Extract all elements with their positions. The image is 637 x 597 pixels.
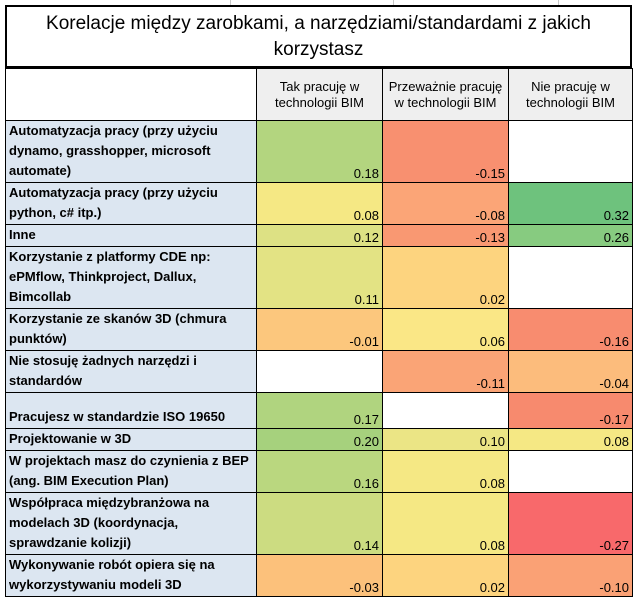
correlation-value-cell[interactable]: 0.08	[257, 183, 383, 225]
row-label[interactable]: Projektowanie w 3D	[6, 429, 257, 451]
table-row	[6, 121, 633, 183]
table-row	[6, 393, 633, 429]
correlation-value-cell[interactable]: 0.10	[383, 429, 509, 451]
correlation-value-cell[interactable]: -0.08	[383, 183, 509, 225]
row-label[interactable]: Współpraca międzybranżowa na modelach 3D (koordynacja, sprawdzanie kolizji)	[6, 493, 257, 555]
correlation-value-cell[interactable]: -0.17	[509, 393, 633, 429]
correlation-value-cell[interactable]: -0.04	[509, 351, 633, 393]
column-header-bim-no[interactable]: Nie pracuję w technologii BIM	[509, 69, 633, 121]
correlation-table	[5, 68, 633, 597]
row-label[interactable]: Nie stosuję żadnych narzędzi i standardów	[6, 351, 257, 393]
correlation-value-cell[interactable]: 0.08	[509, 429, 633, 451]
row-label[interactable]: Inne	[6, 225, 257, 247]
row-label[interactable]: Korzystanie z platformy CDE np: ePMflow, Thinkproject, Dallux, Bimcollab	[6, 247, 257, 309]
correlation-value-cell[interactable]: 0.18	[257, 121, 383, 183]
header-row	[6, 69, 633, 121]
row-label[interactable]: W projektach masz do czynienia z BEP (ang. BIM Execution Plan)	[6, 451, 257, 493]
row-label[interactable]: Automatyzacja pracy (przy użyciu dynamo, grasshopper, microsoft automate)	[6, 121, 257, 183]
correlation-value-cell[interactable]: -0.01	[257, 309, 383, 351]
correlation-value-cell[interactable]: 0.17	[257, 393, 383, 429]
spreadsheet-area	[5, 5, 632, 597]
row-label[interactable]: Korzystanie ze skanów 3D (chmura punktów)	[6, 309, 257, 351]
table-body	[6, 121, 633, 597]
empty-correlation-cell[interactable]	[383, 393, 509, 429]
correlation-value-cell[interactable]: 0.06	[383, 309, 509, 351]
table-row	[6, 429, 633, 451]
correlation-value-cell[interactable]: 0.02	[383, 555, 509, 597]
table-row	[6, 247, 633, 309]
table-row	[6, 493, 633, 555]
row-label[interactable]: Wykonywanie robót opiera się na wykorzystywaniu modeli 3D	[6, 555, 257, 597]
correlation-value-cell[interactable]: -0.16	[509, 309, 633, 351]
correlation-value-cell[interactable]: 0.12	[257, 225, 383, 247]
empty-correlation-cell[interactable]	[509, 451, 633, 493]
correlation-value-cell[interactable]: -0.27	[509, 493, 633, 555]
table-row	[6, 451, 633, 493]
correlation-value-cell[interactable]: 0.32	[509, 183, 633, 225]
correlation-value-cell[interactable]: -0.03	[257, 555, 383, 597]
corner-cell[interactable]	[6, 69, 257, 121]
correlation-value-cell[interactable]: 0.08	[383, 493, 509, 555]
correlation-value-cell[interactable]: 0.16	[257, 451, 383, 493]
correlation-value-cell[interactable]: -0.10	[509, 555, 633, 597]
empty-correlation-cell[interactable]	[509, 121, 633, 183]
correlation-value-cell[interactable]: 0.02	[383, 247, 509, 309]
table-row	[6, 351, 633, 393]
column-header-bim-mostly[interactable]: Przeważnie pracuję w technologii BIM	[383, 69, 509, 121]
correlation-value-cell[interactable]: -0.15	[383, 121, 509, 183]
correlation-value-cell[interactable]: -0.11	[383, 351, 509, 393]
correlation-value-cell[interactable]: 0.20	[257, 429, 383, 451]
row-label[interactable]: Pracujesz w standardzie ISO 19650	[6, 393, 257, 429]
empty-correlation-cell[interactable]	[509, 247, 633, 309]
correlation-value-cell[interactable]: 0.26	[509, 225, 633, 247]
row-label[interactable]: Automatyzacja pracy (przy użyciu python, c# itp.)	[6, 183, 257, 225]
correlation-value-cell[interactable]: -0.13	[383, 225, 509, 247]
table-row	[6, 555, 633, 597]
table-row	[6, 183, 633, 225]
correlation-value-cell[interactable]: 0.14	[257, 493, 383, 555]
table-row	[6, 309, 633, 351]
correlation-value-cell[interactable]: 0.08	[383, 451, 509, 493]
empty-correlation-cell[interactable]	[257, 351, 383, 393]
correlation-value-cell[interactable]: 0.11	[257, 247, 383, 309]
table-row	[6, 225, 633, 247]
column-header-bim-yes[interactable]: Tak pracuję w technologii BIM	[257, 69, 383, 121]
table-title[interactable]: Korelacje między zarobkami, a narzędziami/standardami z jakich korzystasz	[5, 5, 632, 68]
